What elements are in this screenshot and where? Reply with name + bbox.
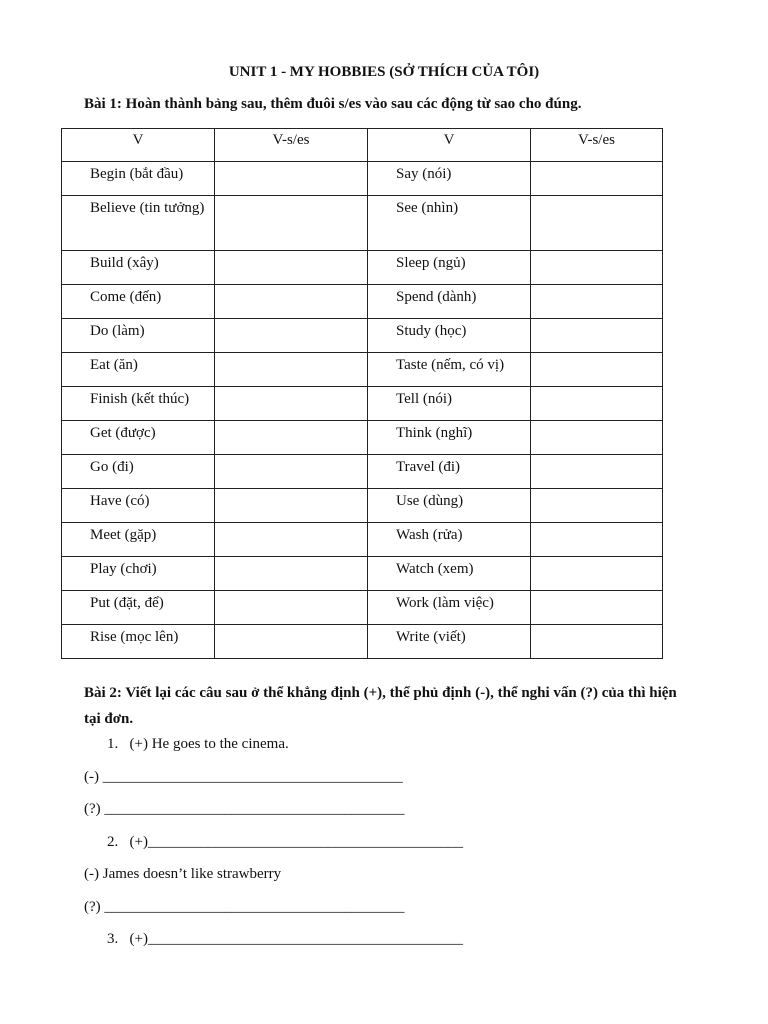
verb-cell-right: Wash (rửa) bbox=[368, 523, 531, 557]
table-row bbox=[62, 387, 663, 421]
answer-cell-left[interactable] bbox=[215, 162, 368, 196]
answer-cell-right[interactable] bbox=[531, 489, 663, 523]
answer-cell-left[interactable] bbox=[215, 319, 368, 353]
verb-cell-right: Write (viết) bbox=[368, 625, 531, 659]
answer-cell-left[interactable] bbox=[215, 455, 368, 489]
exercise-2-line: (-) James doesn’t like strawberry bbox=[84, 866, 282, 882]
answer-cell-right[interactable] bbox=[531, 455, 663, 489]
answer-cell-right[interactable] bbox=[531, 387, 663, 421]
verb-cell-left: Begin (bắt đầu) bbox=[62, 162, 215, 196]
verb-cell-right: Think (nghĩ) bbox=[368, 421, 531, 455]
answer-cell-left[interactable] bbox=[215, 557, 368, 591]
answer-cell-left[interactable] bbox=[215, 523, 368, 557]
verb-cell-right: Say (nói) bbox=[368, 162, 531, 196]
answer-cell-left[interactable] bbox=[215, 251, 368, 285]
header-v-left: V bbox=[62, 129, 215, 162]
verb-cell-left: Believe (tin tưởng) bbox=[62, 196, 215, 251]
page-title: UNIT 1 - MY HOBBIES (SỞ THÍCH CỦA TÔI) bbox=[228, 64, 540, 80]
verb-cell-left: Do (làm) bbox=[62, 319, 215, 353]
table-header-row bbox=[62, 129, 663, 162]
table-row bbox=[62, 162, 663, 196]
verb-cell-right: Use (dùng) bbox=[368, 489, 531, 523]
table-row bbox=[62, 285, 663, 319]
answer-cell-right[interactable] bbox=[531, 162, 663, 196]
header-vses-left: V-s/es bbox=[215, 129, 368, 162]
verb-cell-right: Work (làm việc) bbox=[368, 591, 531, 625]
answer-cell-right[interactable] bbox=[531, 196, 663, 251]
verb-cell-right: Travel (đi) bbox=[368, 455, 531, 489]
table-row bbox=[62, 196, 663, 251]
table-row bbox=[62, 523, 663, 557]
verb-cell-left: Come (đến) bbox=[62, 285, 215, 319]
exercise-2-line: 1. (+) He goes to the cinema. bbox=[107, 736, 289, 752]
verb-cell-left: Eat (ăn) bbox=[62, 353, 215, 387]
answer-cell-right[interactable] bbox=[531, 625, 663, 659]
table-row bbox=[62, 455, 663, 489]
exercise-2-line[interactable]: (?) ________________________________________ bbox=[84, 801, 405, 817]
verb-cell-left: Go (đi) bbox=[62, 455, 215, 489]
answer-cell-left[interactable] bbox=[215, 421, 368, 455]
verb-cell-right: Tell (nói) bbox=[368, 387, 531, 421]
exercise-2-line[interactable]: 3. (+)__________________________________________ bbox=[107, 931, 463, 947]
answer-cell-right[interactable] bbox=[531, 353, 663, 387]
exercise-2-line[interactable]: 2. (+)__________________________________________ bbox=[107, 834, 463, 850]
exercise-1-heading: Bài 1: Hoàn thành bảng sau, thêm đuôi s/es vào sau các động từ sao cho đúng. bbox=[84, 96, 582, 112]
answer-cell-left[interactable] bbox=[215, 353, 368, 387]
answer-cell-right[interactable] bbox=[531, 591, 663, 625]
answer-cell-right[interactable] bbox=[531, 251, 663, 285]
answer-cell-left[interactable] bbox=[215, 285, 368, 319]
verb-cell-left: Get (được) bbox=[62, 421, 215, 455]
table-row bbox=[62, 319, 663, 353]
exercise-2-line[interactable]: (?) ________________________________________ bbox=[84, 899, 405, 915]
verb-cell-right: Spend (dành) bbox=[368, 285, 531, 319]
table-row bbox=[62, 625, 663, 659]
table-row bbox=[62, 557, 663, 591]
verb-cell-left: Meet (gặp) bbox=[62, 523, 215, 557]
verb-cell-left: Have (có) bbox=[62, 489, 215, 523]
verb-cell-left: Play (chơi) bbox=[62, 557, 215, 591]
verb-cell-right: Study (học) bbox=[368, 319, 531, 353]
table-row bbox=[62, 489, 663, 523]
exercise-2-line[interactable]: (-) ________________________________________ bbox=[84, 769, 403, 785]
verb-cell-right: Sleep (ngủ) bbox=[368, 251, 531, 285]
answer-cell-right[interactable] bbox=[531, 285, 663, 319]
exercise-2-heading: Bài 2: Viết lại các câu sau ở thể khẳng định (+), thể phủ định (-), thể nghi vấn (?) của thì hiện tại đơn. bbox=[84, 685, 677, 727]
answer-cell-right[interactable] bbox=[531, 319, 663, 353]
verb-cell-right: Taste (nếm, có vị) bbox=[368, 353, 531, 387]
answer-cell-left[interactable] bbox=[215, 196, 368, 251]
answer-cell-left[interactable] bbox=[215, 489, 368, 523]
table-row bbox=[62, 251, 663, 285]
table-row bbox=[62, 353, 663, 387]
header-v-right: V bbox=[368, 129, 531, 162]
verb-cell-right: Watch (xem) bbox=[368, 557, 531, 591]
verb-cell-left: Finish (kết thúc) bbox=[62, 387, 215, 421]
answer-cell-left[interactable] bbox=[215, 625, 368, 659]
table-row bbox=[62, 591, 663, 625]
answer-cell-right[interactable] bbox=[531, 523, 663, 557]
verb-cell-left: Rise (mọc lên) bbox=[62, 625, 215, 659]
answer-cell-left[interactable] bbox=[215, 387, 368, 421]
verb-table bbox=[61, 128, 663, 659]
answer-cell-right[interactable] bbox=[531, 421, 663, 455]
answer-cell-right[interactable] bbox=[531, 557, 663, 591]
verb-cell-left: Build (xây) bbox=[62, 251, 215, 285]
answer-cell-left[interactable] bbox=[215, 591, 368, 625]
verb-cell-right: See (nhìn) bbox=[368, 196, 531, 251]
verb-cell-left: Put (đặt, để) bbox=[62, 591, 215, 625]
table-row bbox=[62, 421, 663, 455]
header-vses-right: V-s/es bbox=[531, 129, 663, 162]
